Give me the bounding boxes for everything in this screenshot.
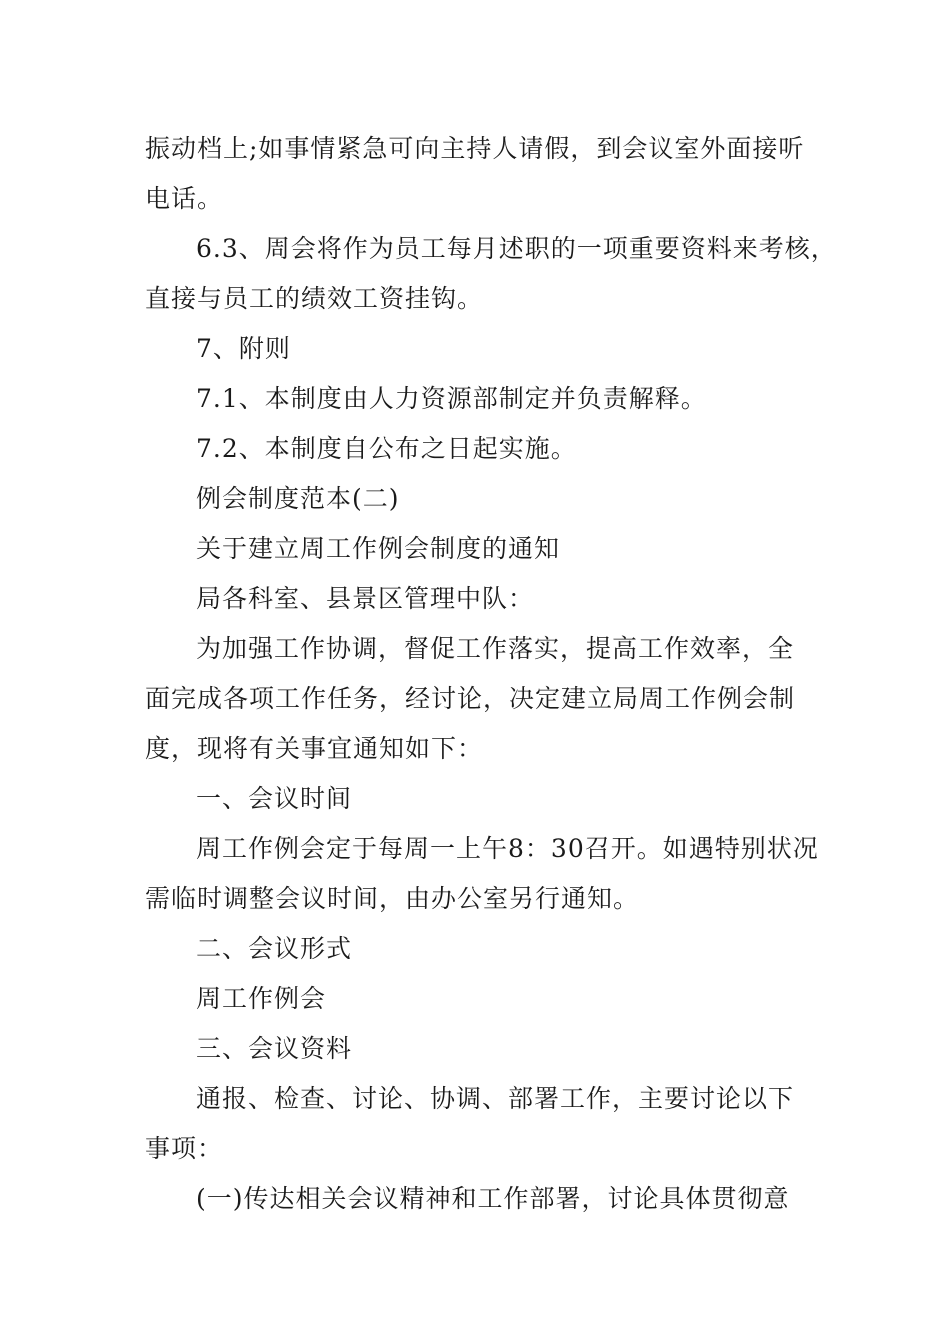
section-heading: 二、会议形式 [196, 934, 353, 963]
section-heading: 三、会议资料 [196, 1034, 353, 1063]
section-heading: 例会制度范本(二) [196, 484, 400, 513]
paragraph-line: 事项： [145, 1134, 224, 1163]
paragraph-line: 周工作例会定于每周一上午8：30召开。如遇特别状况 [196, 834, 819, 863]
notice-title: 关于建立周工作例会制度的通知 [196, 534, 561, 563]
paragraph-line: 度，现将有关事宜通知如下： [145, 734, 484, 763]
paragraph-line: (一)传达相关会议精神和工作部署，讨论具体贯彻意 [196, 1184, 790, 1213]
paragraph-line: 需临时调整会议时间，由办公室另行通知。 [145, 884, 640, 913]
paragraph-line: 振动档上;如事情紧急可向主持人请假，到会议室外面接听 [145, 134, 805, 163]
section-heading: 7、附则 [196, 334, 291, 363]
paragraph-line: 通报、检查、讨论、协调、部署工作，主要讨论以下 [196, 1084, 795, 1113]
paragraph-line: 为加强工作协调，督促工作落实，提高工作效率，全 [196, 634, 795, 663]
paragraph-line: 周工作例会 [196, 984, 327, 1013]
notice-recipients: 局各科室、县景区管理中队： [196, 584, 535, 613]
paragraph-line: 面完成各项工作任务，经讨论，决定建立局周工作例会制 [145, 684, 796, 713]
section-heading: 一、会议时间 [196, 784, 353, 813]
paragraph-line: 7.2、本制度自公布之日起实施。 [196, 434, 577, 463]
paragraph-line: 6.3、周会将作为员工每月述职的一项重要资料来考核， [196, 234, 837, 263]
paragraph-line: 电话。 [145, 184, 224, 213]
paragraph-line: 7.1、本制度由人力资源部制定并负责解释。 [196, 384, 707, 413]
paragraph-line: 直接与员工的绩效工资挂钩。 [145, 284, 484, 313]
